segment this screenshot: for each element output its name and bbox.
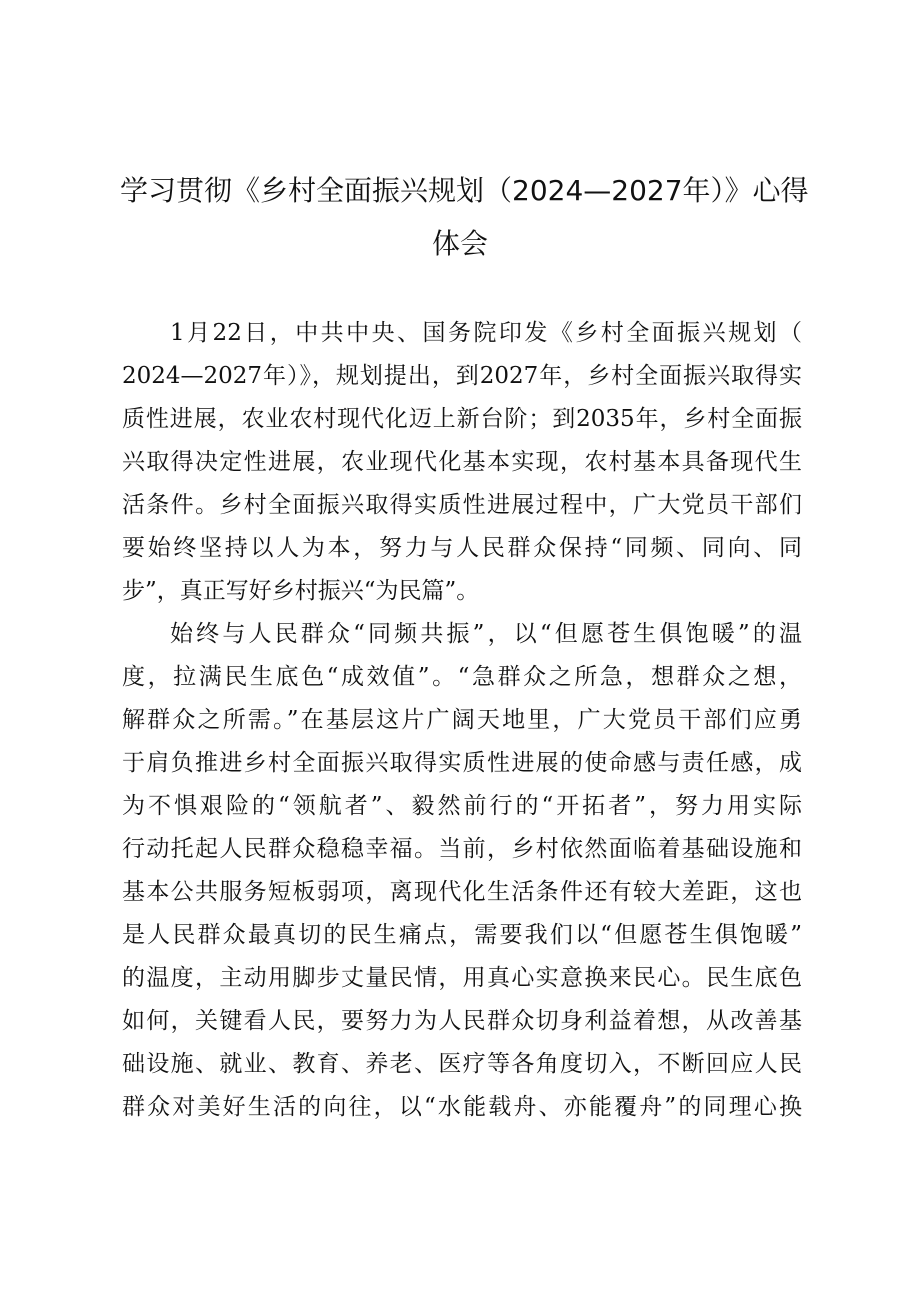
paragraph-1-line: 活条件。乡村全面振兴取得实质性进展过程中，广大党员干部们	[122, 492, 802, 518]
paragraph-2-line: 础设施、就业、教育、养老、医疗等各角度切入，不断回应人民	[122, 1051, 802, 1077]
paragraph-2-line: 群众对美好生活的向往，以“水能载舟、亦能覆舟”的同理心换	[122, 1094, 802, 1120]
paragraph-2-line: 解群众之所需。”在基层这片广阔天地里，广大党员干部们应勇	[122, 707, 802, 733]
paragraph-2-line: 是人民群众最真切的民生痛点，需要我们以“但愿苍生俱饱暖”	[122, 922, 802, 948]
paragraph-2-line: 行动托起人民群众稳稳幸福。当前，乡村依然面临着基础设施和	[122, 836, 802, 862]
paragraph-1-line: 1月22日，中共中央、国务院印发《乡村全面振兴规划（	[170, 320, 802, 346]
paragraph-1-line: 2024—2027年）》，规划提出，到2027年，乡村全面振兴取得实	[122, 363, 802, 389]
document-title-line-2: 体会	[431, 227, 488, 260]
paragraph-2-line: 于肩负推进乡村全面振兴取得实质性进展的使命感与责任感，成	[122, 750, 802, 776]
paragraph-1-line: 质性进展，农业农村现代化迈上新台阶；到2035年，乡村全面振	[122, 406, 802, 432]
document-title-line-1: 学习贯彻《乡村全面振兴规划（2024—2027年）》心得	[120, 174, 809, 207]
paragraph-2-line: 度，拉满民生底色“成效值”。“急群众之所急，想群众之想，	[122, 664, 802, 690]
paragraph-2-line: 始终与人民群众“同频共振”，以“但愿苍生俱饱暖”的温	[170, 621, 802, 647]
paragraph-2-line: 如何，关键看人民，要努力为人民群众切身利益着想，从改善基	[122, 1008, 802, 1034]
paragraph-1-line: 要始终坚持以人为本，努力与人民群众保持“同频、同向、同	[122, 535, 802, 561]
paragraph-1-line: 步”，真正写好乡村振兴“为民篇”。	[122, 578, 480, 604]
paragraph-2-line: 基本公共服务短板弱项，离现代化生活条件还有较大差距，这也	[122, 879, 802, 905]
paragraph-2-line: 的温度，主动用脚步丈量民情，用真心实意换来民心。民生底色	[122, 965, 802, 991]
paragraph-2-line: 为不惧艰险的“领航者”、毅然前行的“开拓者”，努力用实际	[122, 793, 802, 819]
paragraph-1-line: 兴取得决定性进展，农业现代化基本实现，农村基本具备现代生	[122, 449, 802, 475]
